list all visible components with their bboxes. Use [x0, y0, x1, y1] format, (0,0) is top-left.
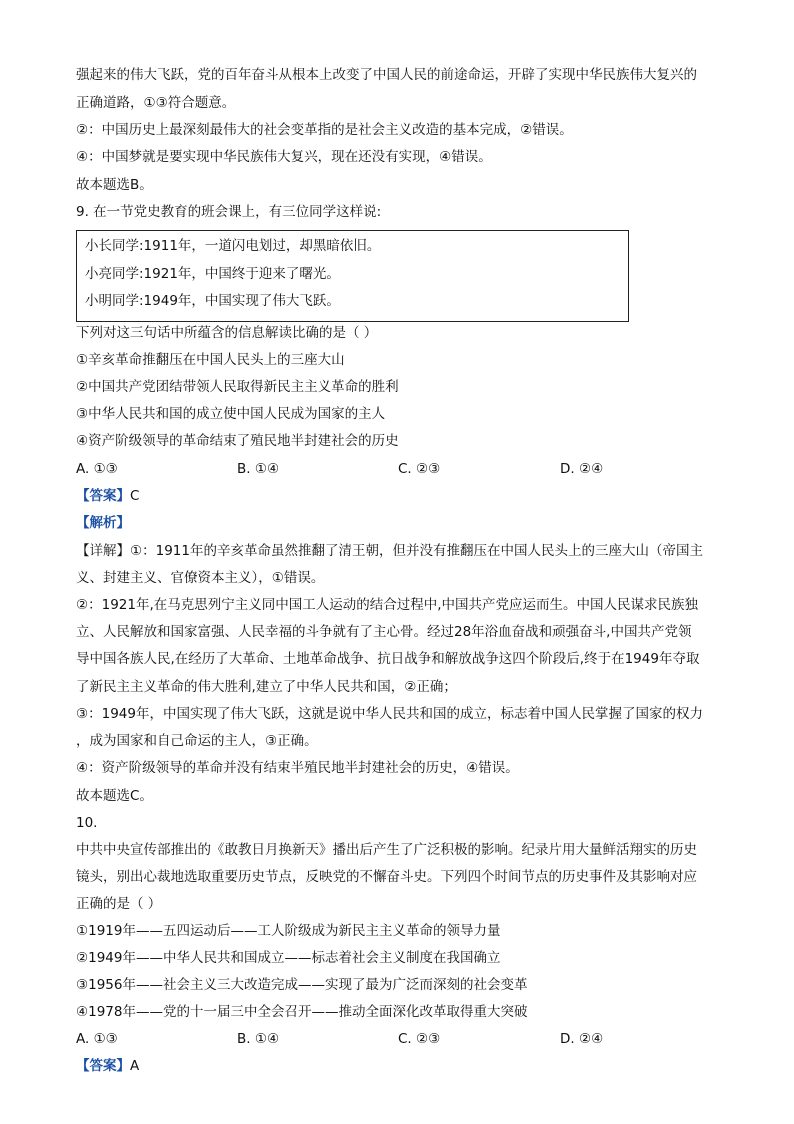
q9-analysis-heading	[76, 514, 130, 532]
q9-item: ③中华人民共和国的成立使中国人民成为国家的主人	[76, 406, 386, 422]
q9-option-b: B. ①④	[237, 461, 280, 477]
q9-detail-line: ，成为国家和自己命运的主人，③正确。	[76, 733, 318, 749]
answer-value: A	[130, 1058, 140, 1074]
answer-value: C	[130, 488, 140, 504]
q10-item: ④1978年——党的十一届三中全会召开——推动全面深化改革取得重大突破	[76, 1004, 528, 1020]
q10-option-d: D. ②④	[560, 1031, 604, 1047]
q9-detail-line: ②：1921年,在马克思列宁主义同中国工人运动的结合过程中,中国共产党应运而生。中国人民谋求民族独	[76, 597, 699, 613]
q10-item: ②1949年——中华人民共和国成立——标志着社会主义制度在我国确立	[76, 950, 501, 966]
detail-tag: 【详解】	[76, 543, 130, 559]
q10-stem-line: 中共中央宣传部推出的《敢教日月换新天》播出后产生了广泛积极的影响。纪录片用大量鲜活翔实的历史	[76, 842, 697, 858]
q9-detail-line: 义、封建主义、官僚资本主义），①错误。	[76, 570, 325, 586]
q9-stem: 9. 在一节党史教育的班会课上，有三位同学这样说:	[76, 204, 382, 220]
q10-number: 10.	[76, 815, 98, 831]
intro-line: 强起来的伟大飞跃，党的百年奋斗从根本上改变了中国人民的前途命运，开辟了实现中华民族伟大复兴的	[76, 67, 697, 83]
intro-line: 正确道路，①③符合题意。	[76, 95, 236, 111]
q10-option-a: A. ①③	[76, 1031, 118, 1047]
q10-option-b: B. ①④	[237, 1031, 280, 1047]
intro-line: ②：中国历史上最深刻最伟大的社会变革指的是社会主义改造的基本完成，②错误。	[76, 122, 573, 138]
q10-option-c: C. ②③	[398, 1031, 441, 1047]
q10-item: ①1919年——五四运动后——工人阶级成为新民主主义革命的领导力量	[76, 923, 501, 939]
q9-detail-line: 导中国各族人民,在经历了大革命、土地革命战争、抗日战争和解放战争这四个阶段后,终于在1949年夺取	[76, 651, 700, 667]
q9-quote-line: 小亮同学:1921年，中国终于迎来了曙光。	[85, 266, 340, 282]
q9-question: 下列对这三句话中所蕴含的信息解读比确的是（ ）	[76, 325, 378, 341]
answer-tag: 【答案】	[76, 1058, 130, 1074]
q9-detail-line: 立、人民解放和国家富强、人民幸福的斗争就有了主心骨。经过28年浴血奋战和顽强奋斗,中国共产党领	[76, 624, 692, 640]
intro-conclusion: 故本题选B。	[76, 177, 153, 193]
q10-stem-line: 镜头，别出心裁地选取重要历史节点，反映党的不懈奋斗史。下列四个时间节点的历史事件及其影响对应	[76, 869, 697, 885]
q10-answer	[76, 1057, 139, 1075]
q9-item: ④资产阶级领导的革命结束了殖民地半封建社会的历史	[76, 433, 399, 449]
q9-answer	[76, 487, 139, 505]
q9-option-d: D. ②④	[560, 461, 604, 477]
detail-text: ①：1911年的辛亥革命虽然推翻了清王朝，但并没有推翻压在中国人民头上的三座大山（帝国主	[130, 543, 703, 559]
q9-quote-box	[76, 230, 629, 322]
q9-conclusion: 故本题选C。	[76, 788, 153, 804]
analysis-tag: 【解析】	[76, 515, 130, 531]
q9-detail-line	[76, 542, 703, 560]
q9-quote-line: 小明同学:1949年，中国实现了伟大飞跃。	[85, 293, 340, 309]
q9-option-a: A. ①③	[76, 461, 118, 477]
q9-detail-line: 了新民主主义革命的伟大胜利,建立了中华人民共和国，②正确；	[76, 679, 457, 695]
intro-line: ④：中国梦就是要实现中华民族伟大复兴，现在还没有实现，④错误。	[76, 149, 492, 165]
q9-quote-line: 小长同学:1911年，一道闪电划过，却黑暗依旧。	[85, 238, 381, 254]
q9-detail-line: ④：资产阶级领导的革命并没有结束半殖民地半封建社会的历史，④错误。	[76, 760, 519, 776]
answer-tag: 【答案】	[76, 488, 130, 504]
q9-item: ②中国共产党团结带领人民取得新民主主义革命的胜利	[76, 379, 399, 395]
q10-stem-line: 正确的是（ ）	[76, 896, 162, 912]
q9-item: ①辛亥革命推翻压在中国人民头上的三座大山	[76, 352, 345, 368]
q10-item: ③1956年——社会主义三大改造完成——实现了最为广泛而深刻的社会变革	[76, 977, 528, 993]
q9-detail-line: ③：1949年，中国实现了伟大飞跃，这就是说中华人民共和国的成立，标志着中国人民掌握了国家的权力	[76, 706, 703, 722]
q9-option-c: C. ②③	[398, 461, 441, 477]
